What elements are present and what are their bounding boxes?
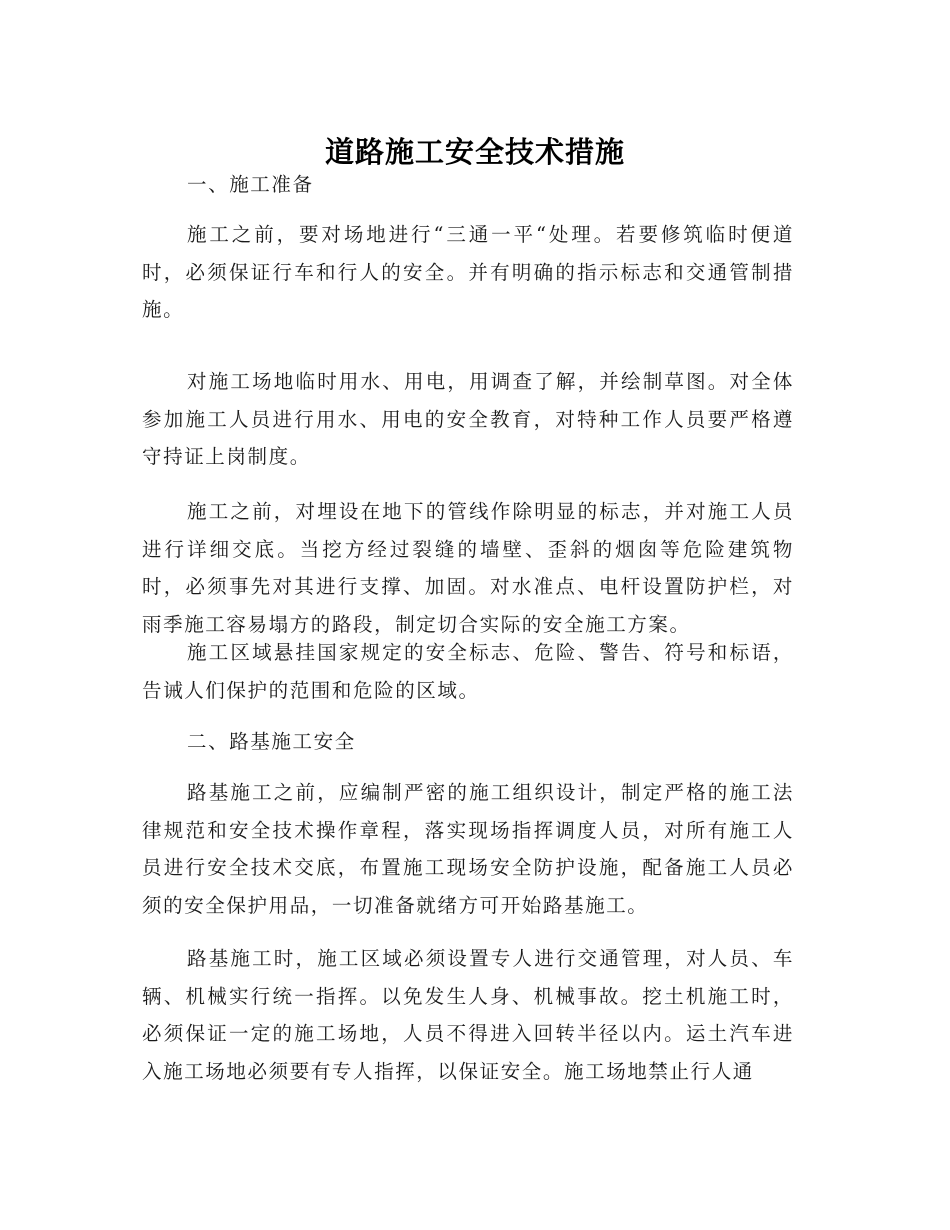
- document-title: 道路施工安全技术措施: [324, 135, 625, 170]
- paragraph: 施工之前，要对场地进行“三通一平“处理。若要修筑临时便道时，必须保证行车和行人的安全。并有明确的指示标志和交通管制措施。: [142, 223, 794, 321]
- paragraph: 施工之前，对埋设在地下的管线作除明显的标志，并对施工人员进行详细交底。当挖方经过裂缝的墙壁、歪斜的烟囱等危险建筑物时，必须事先对其进行支撑、加固。对水准点、电杆设置防护栏，对雨季施工容易塌方的路段，制定切合实际的安全施工方案。: [142, 500, 794, 636]
- paragraph: 路基施工之前，应编制严密的施工组织设计，制定严格的施工法律规范和安全技术操作章程，落实现场指挥调度人员，对所有施工人员进行安全技术交底，布置施工现场安全防护设施，配备施工人员必须的安全保护用品，一切准备就绪方可开始路基施工。: [142, 781, 794, 917]
- paragraph: 路基施工时，施工区域必须设置专人进行交通管理，对人员、车辆、机械实行统一指挥。以免发生人身、机械事故。挖土机施工时，必须保证一定的施工场地，人员不得进入回转半径以内。运土汽车进入施工场地必须要有专人指挥，以保证安全。施工场地禁止行人通: [142, 947, 794, 1083]
- paragraph: 施工区域悬挂国家规定的安全标志、危险、警告、符号和标语，告诫人们保护的范围和危险的区域。: [142, 641, 794, 702]
- section-heading-preparation: 一、施工准备: [187, 173, 314, 196]
- section-heading-subgrade: 二、路基施工安全: [187, 730, 356, 753]
- paragraph: 对施工场地临时用水、用电，用调查了解，并绘制草图。对全体参加施工人员进行用水、用电的安全教育，对特种工作人员要严格遵守持证上岗制度。: [142, 370, 794, 468]
